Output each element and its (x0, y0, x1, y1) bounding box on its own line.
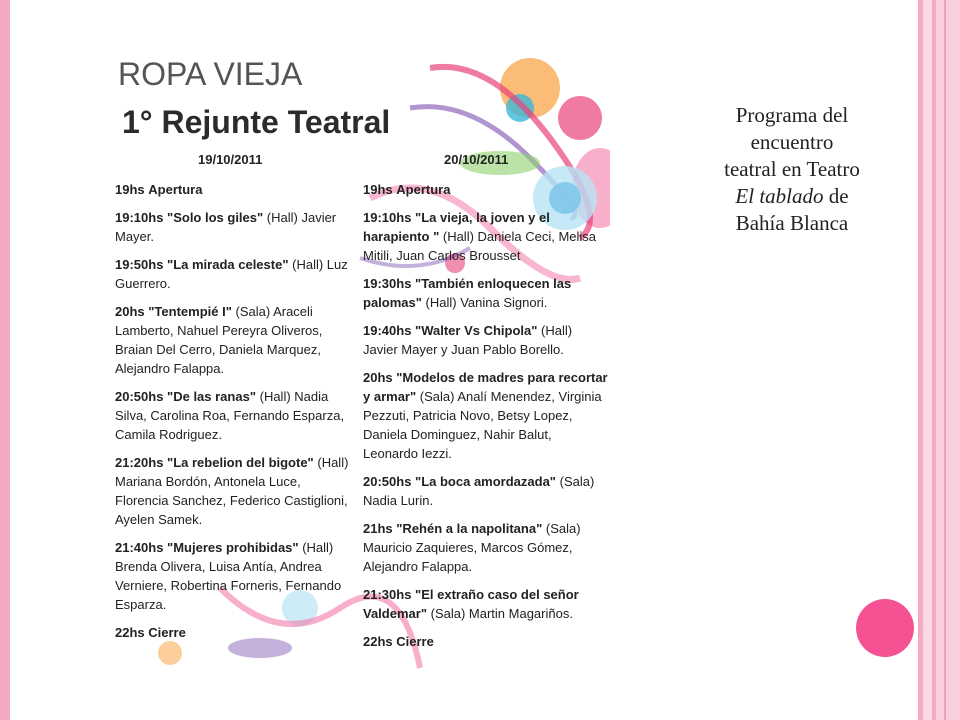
entry-title: "Tentempié I" (148, 304, 232, 319)
entry-time: 20:50hs (115, 389, 164, 404)
entry-title: "Mujeres prohibidas" (167, 540, 299, 555)
caption-text: Programa del encuentro teatral en Teatro (724, 103, 860, 181)
day2-schedule (363, 180, 608, 660)
entry-time: 21hs (363, 521, 393, 536)
entry-cast: (Hall) Mariana Bordón, Antonela Luce, Florencia Sanchez, Federico Castiglioni, Ayelen Samek. (115, 455, 349, 527)
entry-cast: (Hall) Vanina Signori. (425, 295, 548, 310)
entry-time: 21:30hs (363, 587, 412, 602)
entry-label: Cierre (396, 634, 434, 649)
entry-time: 19:10hs (363, 210, 412, 225)
entry-label: Cierre (148, 625, 186, 640)
entry-time: 19:50hs (115, 257, 164, 272)
entry-time: 21:40hs (115, 540, 164, 555)
schedule-entry (115, 302, 355, 378)
entry-title: "La mirada celeste" (167, 257, 289, 272)
entry-title: "Walter Vs Chipola" (415, 323, 538, 338)
schedule-entry (115, 453, 355, 529)
slide-caption (722, 102, 862, 237)
entry-time: 21:20hs (115, 455, 164, 470)
entry-time: 22hs (363, 634, 393, 649)
schedule-entry (115, 623, 355, 642)
entry-label: Apertura (148, 182, 203, 197)
entry-cast: (Hall) Luz Guerrero. (115, 257, 348, 291)
day2-date: 20/10/2011 (444, 152, 509, 167)
entry-title: "La vieja, la joven y el harapiento " (363, 210, 550, 244)
slide-border-right-light (923, 0, 932, 720)
entry-cast: (Hall) Nadia Silva, Carolina Roa, Fernando Esparza, Camila Rodriguez. (115, 389, 345, 442)
slide-border-left (0, 0, 10, 720)
schedule-entry (363, 208, 608, 265)
entry-cast: (Hall) Brenda Olivera, Luisa Antía, Andrea Verniere, Robertina Forneris, Fernando Esparza. (115, 540, 342, 612)
entry-cast: (Hall) Javier Mayer y Juan Pablo Borello. (363, 323, 573, 357)
program-poster (110, 48, 610, 680)
schedule-entry (115, 180, 355, 199)
entry-title: "También enloquecen las palomas" (363, 276, 572, 310)
poster-title: ROPA VIEJA (118, 56, 303, 92)
entry-cast: (Sala) Nadia Lurin. (363, 474, 595, 508)
entry-cast: (Sala) Martin Magariños. (430, 606, 573, 621)
entry-time: 19:10hs (115, 210, 164, 225)
poster-subtitle: 1° Rejunte Teatral (122, 104, 391, 140)
schedule-entry (115, 387, 355, 444)
entry-time: 19hs (115, 182, 145, 197)
schedule-entry (363, 585, 608, 623)
entry-cast: (Sala) Analí Menendez, Virginia Pezzuti, Patricia Novo, Betsy Lopez, Daniela Dominguez, Nahir Balut, Leonardo Iezzi. (363, 389, 602, 461)
entry-cast: (Sala) Araceli Lamberto, Nahuel Pereyra Oliveros, Braian Del Cerro, Daniela Marquez, Alejandro Falappa. (115, 304, 323, 376)
entry-title: "De las ranas" (167, 389, 256, 404)
schedule-entry (363, 368, 608, 463)
entry-title: "La rebelion del bigote" (167, 455, 314, 470)
entry-title: "Modelos de madres para recortar y armar" (363, 370, 608, 404)
schedule-entry (115, 208, 355, 246)
entry-cast: (Sala) Mauricio Zaquieres, Marcos Gómez, Alejandro Falappa. (363, 521, 581, 574)
schedule-entry (115, 255, 355, 293)
caption-italic: El tablado (735, 184, 824, 208)
entry-time: 19:30hs (363, 276, 412, 291)
entry-time: 20hs (115, 304, 145, 319)
schedule-entry (363, 180, 608, 199)
schedule-entry (363, 519, 608, 576)
day1-date: 19/10/2011 (198, 152, 263, 167)
schedule-entry (363, 632, 608, 651)
entry-title: "El extraño caso del señor Valdemar" (363, 587, 579, 621)
schedule-entry (363, 472, 608, 510)
entry-label: Apertura (396, 182, 451, 197)
caption-text-end: de Bahía Blanca (735, 184, 849, 235)
entry-title: "Solo los giles" (167, 210, 264, 225)
entry-title: "Rehén a la napolitana" (396, 521, 543, 536)
day1-schedule (115, 180, 355, 651)
entry-cast: (Hall) Javier Mayer. (115, 210, 337, 244)
schedule-entry (115, 538, 355, 614)
entry-cast: (Hall) Daniela Ceci, Melisa Mitili, Juan Carlos Brousset (363, 229, 597, 263)
entry-time: 22hs (115, 625, 145, 640)
schedule-entry (363, 274, 608, 312)
entry-time: 19hs (363, 182, 393, 197)
entry-time: 19:40hs (363, 323, 412, 338)
entry-time: 20hs (363, 370, 393, 385)
accent-circle (856, 599, 914, 657)
slide-border-right-outer (936, 0, 960, 720)
entry-title: "La boca amordazada" (415, 474, 556, 489)
slide-border-right-line (944, 0, 946, 720)
entry-time: 20:50hs (363, 474, 412, 489)
schedule-entry (363, 321, 608, 359)
